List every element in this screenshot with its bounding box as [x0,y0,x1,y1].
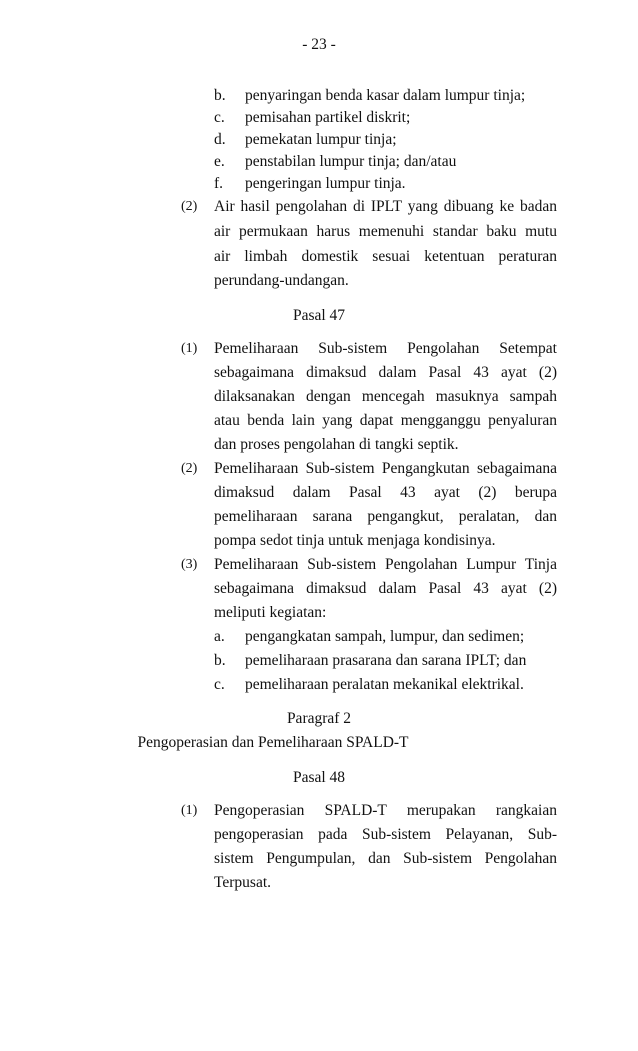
paragraph-line: pengoperasian pada Sub-sistem Pelayanan, Sub- [214,826,557,843]
paragraph-line: meliputi kegiatan: [214,604,327,621]
paragraph-line: air limbah domestik sesuai ketentuan peraturan [214,248,557,265]
paragraph-line: Terpusat. [214,874,272,891]
item-number: (2) [181,461,198,476]
section-subtitle: Pengoperasian dan Pemeliharaan SPALD-T [137,734,409,751]
list-text: pemisahan partikel diskrit; [245,109,411,126]
paragraph-line: dilaksanakan dengan mencegah masuknya sampah [214,388,557,405]
list-text: pemeliharaan peralatan mekanikal elektrikal. [245,676,524,693]
paragraph-line: Pemeliharaan Sub-sistem Pengolahan Setempat [214,340,557,357]
item-number: (3) [181,557,198,572]
paragraph-line: sebagaimana dimaksud dalam Pasal 43 ayat (2) [214,364,557,381]
list-text: pengangkatan sampah, lumpur, dan sedimen; [245,628,525,645]
list-letter: a. [214,628,225,645]
item-number: (1) [181,803,198,818]
paragraph-line: perundang-undangan. [214,272,349,289]
article-title: Pasal 47 [292,307,346,324]
paragraph-line: Pemeliharaan Sub-sistem Pengangkutan sebagaimana [214,460,557,477]
paragraph-line: sebagaimana dimaksud dalam Pasal 43 ayat (2) [214,580,557,597]
page-number: - 23 - [302,36,336,53]
list-letter: d. [214,131,226,148]
list-letter: f. [214,175,224,192]
list-letter: c. [214,109,225,126]
paragraph-line: sistem Pengumpulan, dan Sub-sistem Pengolahan [214,850,557,867]
list-letter: b. [214,652,226,669]
article-title: Pasal 48 [292,769,346,786]
list-text: penyaringan benda kasar dalam lumpur tinja; [245,87,526,104]
paragraph-line: air permukaan harus memenuhi standar baku mutu [214,223,557,240]
list-text: pengeringan lumpur tinja. [245,175,406,192]
item-number: (2) [181,199,198,214]
paragraph-line: Air hasil pengolahan di IPLT yang dibuang ke badan [214,198,557,215]
paragraph-line: dimaksud dalam Pasal 43 ayat (2) berupa [214,484,557,501]
paragraph-line: Pemeliharaan Sub-sistem Pengolahan Lumpur Tinja [214,556,557,573]
list-text: penstabilan lumpur tinja; dan/atau [245,153,457,170]
item-number: (1) [181,341,198,356]
list-text: pemeliharaan prasarana dan sarana IPLT; dan [245,652,527,669]
paragraph-line: Pengoperasian SPALD-T merupakan rangkaian [214,802,557,819]
paragraph-line: atau benda lain yang dapat mengganggu penyaluran [214,412,557,429]
paragraph-line: dan proses pengolahan di tangki septik. [214,436,459,453]
list-text: pemekatan lumpur tinja; [245,131,397,148]
paragraph-line: pompa sedot tinja untuk menjaga kondisinya. [214,532,496,549]
paragraph-line: pemeliharaan sarana pengangkut, peralatan, dan [214,508,557,525]
list-letter: c. [214,676,225,693]
list-letter: b. [214,87,226,104]
list-letter: e. [214,153,225,170]
section-title: Paragraf 2 [286,710,352,727]
